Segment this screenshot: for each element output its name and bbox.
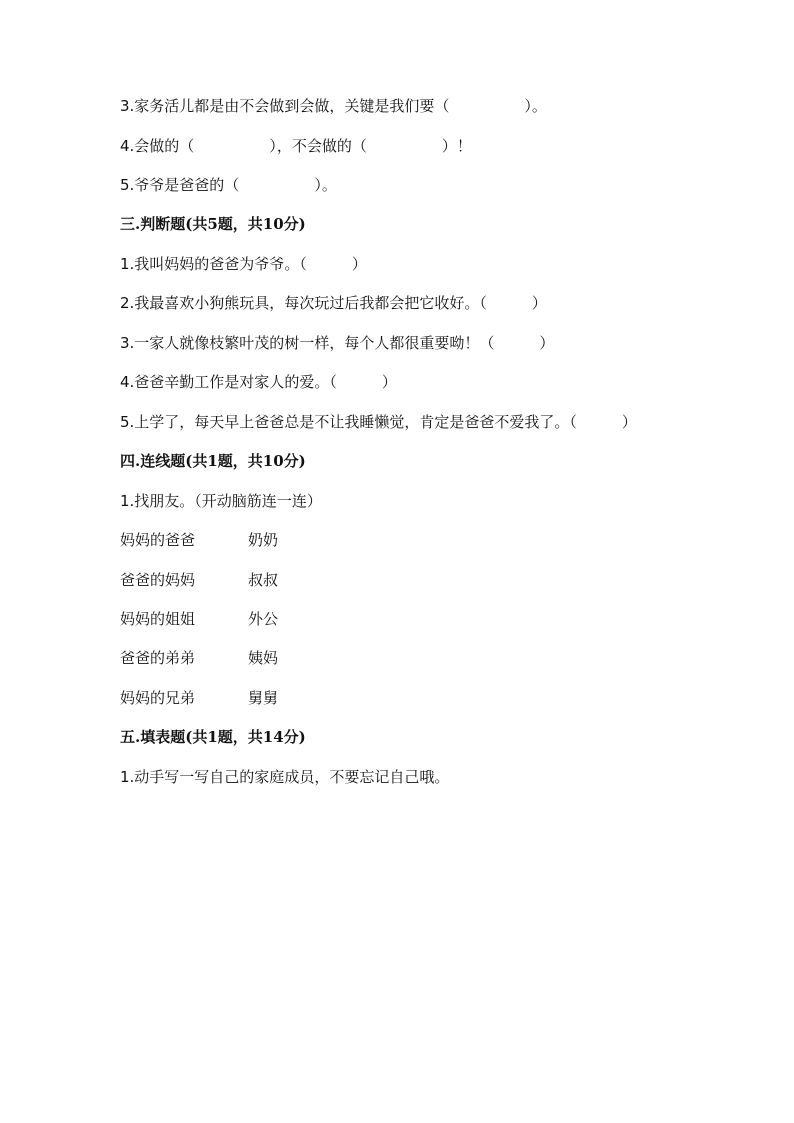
fill-blank-question-5: 5.爷爷是爸爸的（ ）。 xyxy=(120,176,337,194)
judge-question-5: 5.上学了，每天早上爸爸总是不让我睡懒觉，肯定是爸爸不爱我了。（ ） xyxy=(120,413,637,431)
match-left-item: 妈妈的爸爸 xyxy=(120,531,196,549)
fill-blank-question-4: 4.会做的（ ），不会做的（ ）！ xyxy=(120,137,472,155)
match-left-item: 爸爸的妈妈 xyxy=(120,571,196,589)
match-left-item: 爸爸的弟弟 xyxy=(120,649,196,667)
match-left-item: 妈妈的姐姐 xyxy=(120,610,196,628)
match-right-item: 叔叔 xyxy=(248,571,279,589)
match-right-item: 外公 xyxy=(248,610,279,628)
table-question: 1.动手写一写自己的家庭成员，不要忘记自己哦。 xyxy=(120,768,450,786)
judge-question-1: 1.我叫妈妈的爸爸为爷爷。（ ） xyxy=(120,255,367,273)
match-left-item: 妈妈的兄弟 xyxy=(120,689,196,707)
match-right-item: 舅舅 xyxy=(248,689,279,707)
judge-question-2: 2.我最喜欢小狗熊玩具，每次玩过后我都会把它收好。（ ） xyxy=(120,294,547,312)
match-question: 1.找朋友。（开动脑筋连一连） xyxy=(120,492,322,510)
fill-blank-question-3: 3.家务活儿都是由不会做到会做，关键是我们要（ ）。 xyxy=(120,97,547,115)
judge-question-4: 4.爸爸辛勤工作是对家人的爱。（ ） xyxy=(120,373,397,391)
judge-question-3: 3.一家人就像枝繁叶茂的树一样，每个人都很重要呦！（ ） xyxy=(120,334,555,352)
match-right-item: 姨妈 xyxy=(248,649,279,667)
match-right-item: 奶奶 xyxy=(248,531,279,549)
section-heading-table: 五.填表题(共1题，共14分) xyxy=(120,728,306,746)
section-heading-match: 四.连线题(共1题，共10分) xyxy=(120,452,306,470)
section-heading-judge: 三.判断题(共5题，共10分) xyxy=(120,215,306,233)
